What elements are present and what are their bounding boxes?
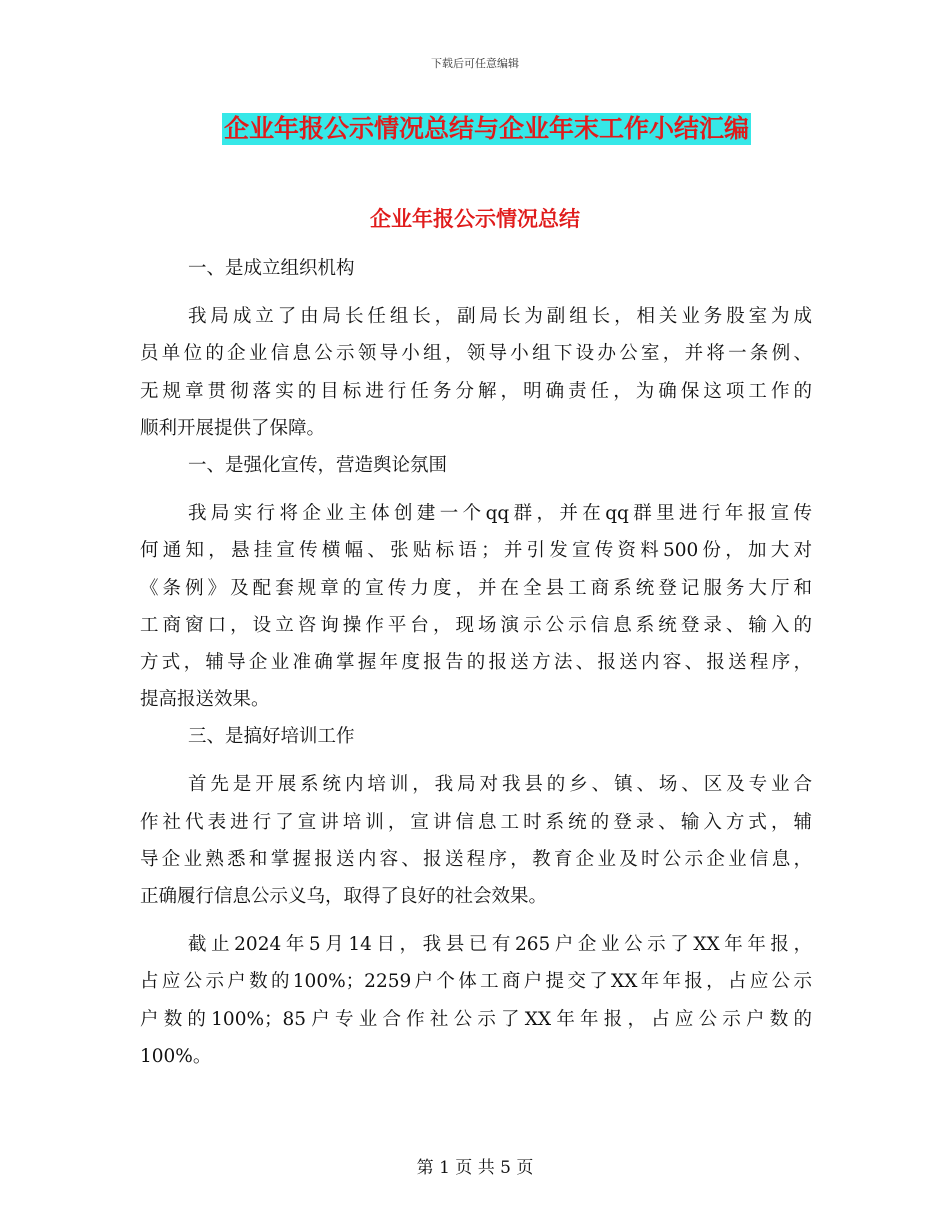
paragraph-line: 何通知，悬挂宣传横幅、张贴标语；并引发宣传资料500份，加大对 xyxy=(140,540,812,562)
page-footer: 第 1 页 共 5 页 xyxy=(416,1158,534,1178)
header-note: 下载后可任意编辑 xyxy=(431,57,519,70)
section-heading: 三、是搞好培训工作 xyxy=(188,726,355,748)
sub-title: 企业年报公示情况总结 xyxy=(370,207,580,231)
paragraph-line: 《条例》及配套规章的宣传力度，并在全县工商系统登记服务大厅和 xyxy=(140,577,812,599)
paragraph-line: 方式，辅导企业准确掌握年度报告的报送方法、报送内容、报送程序， xyxy=(140,651,812,673)
paragraph-line: 截止2024年5月14日，我县已有265户企业公示了XX年年报， xyxy=(188,934,812,956)
paragraph-line: 导企业熟悉和掌握报送内容、报送程序，教育企业及时公示企业信息， xyxy=(140,848,812,870)
paragraph-line: 提高报送效果。 xyxy=(140,689,270,711)
paragraph-line: 员单位的企业信息公示领导小组，领导小组下设办公室，并将一条例、 xyxy=(140,343,812,365)
paragraph-line: 首先是开展系统内培训，我局对我县的乡、镇、场、区及专业合 xyxy=(188,774,812,796)
section-heading: 一、是成立组织机构 xyxy=(188,258,355,279)
main-title: 企业年报公示情况总结与企业年末工作小结汇编 xyxy=(224,114,750,143)
paragraph-line: 顺利开展提供了保障。 xyxy=(140,417,326,439)
paragraph-line: 100%。 xyxy=(140,1045,212,1067)
paragraph-line: 户数的100%；85户专业合作社公示了XX年年报，占应公示户数的 xyxy=(140,1008,812,1030)
document-body xyxy=(140,250,812,1075)
paragraph-line: 我局成立了由局长任组长，副局长为副组长，相关业务股室为成 xyxy=(188,306,812,328)
paragraph-line: 无规章贯彻落实的目标进行任务分解，明确责任，为确保这项工作的 xyxy=(140,380,812,402)
paragraph-line: 我局实行将企业主体创建一个qq群，并在qq群里进行年报宣传 xyxy=(188,503,812,525)
paragraph-line: 占应公示户数的100%；2259户个体工商户提交了XX年年报，占应公示 xyxy=(140,971,812,993)
paragraph-line: 作社代表进行了宣讲培训，宣讲信息工时系统的登录、输入方式，辅 xyxy=(140,811,812,833)
paragraph-line: 工商窗口，设立咨询操作平台，现场演示公示信息系统登录、输入的 xyxy=(140,614,812,636)
section-heading: 一、是强化宣传，营造舆论氛围 xyxy=(188,454,448,476)
paragraph-line: 正确履行信息公示义乌，取得了良好的社会效果。 xyxy=(140,886,548,907)
